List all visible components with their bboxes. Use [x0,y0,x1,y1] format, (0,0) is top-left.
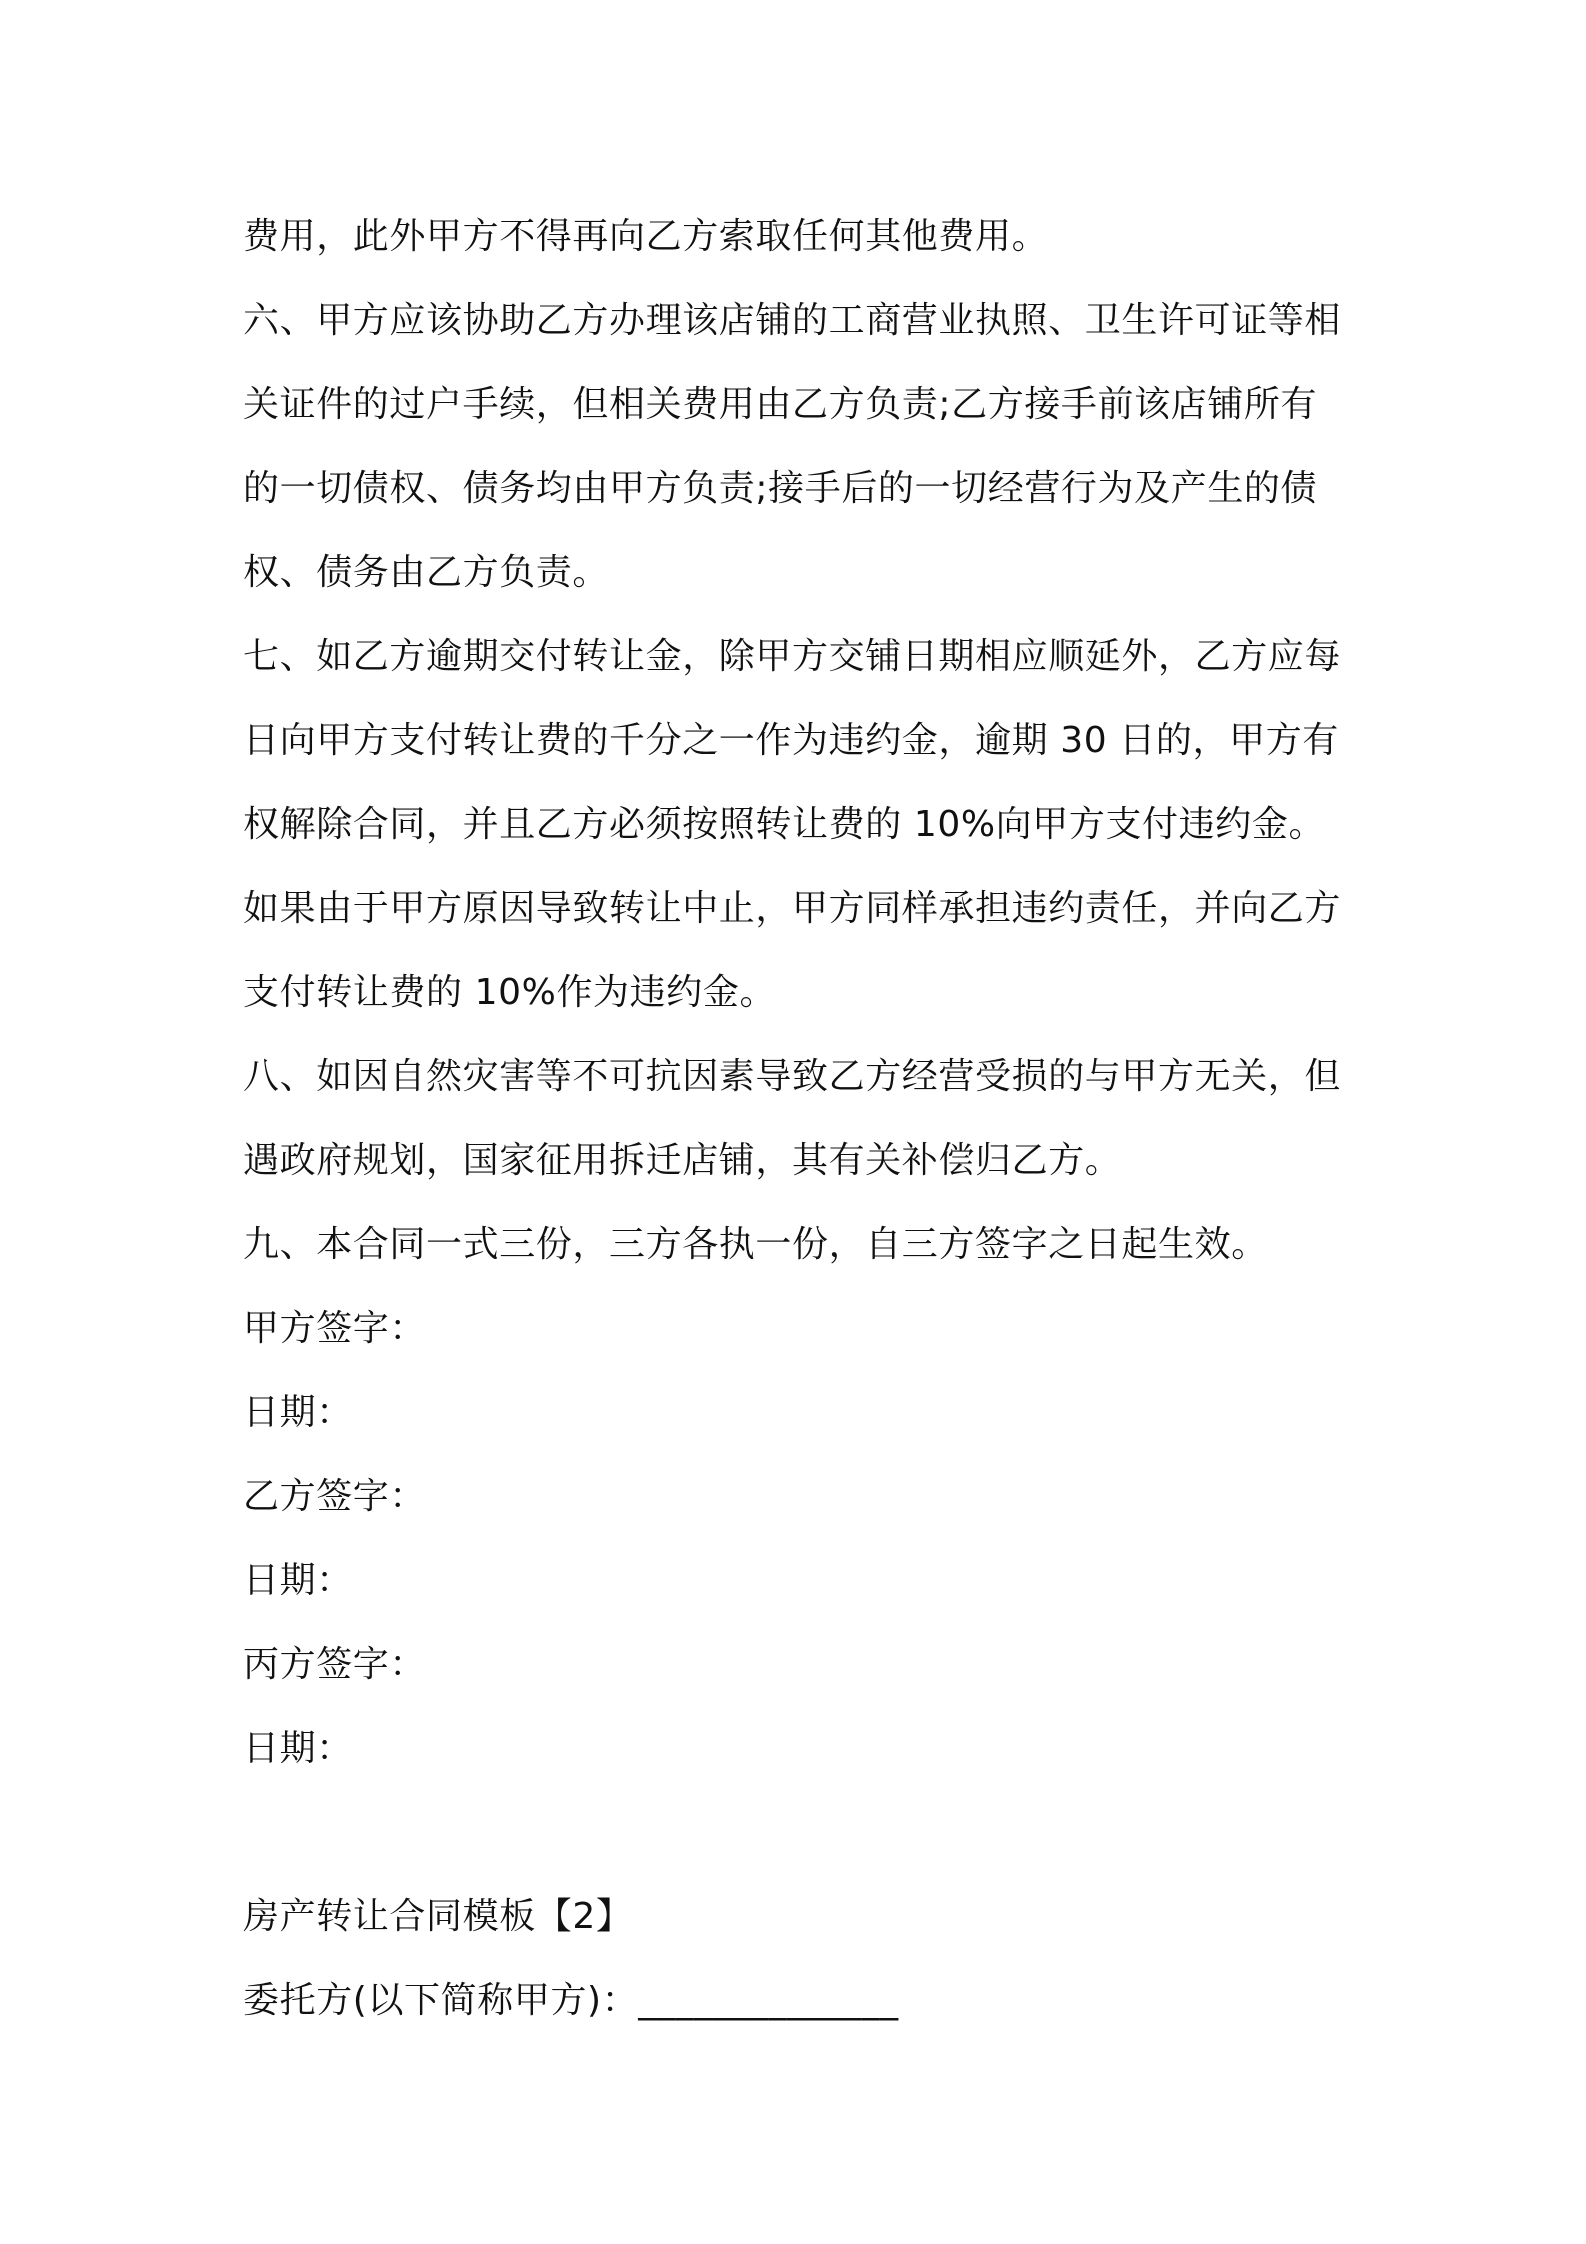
principal-line [243,1959,1363,2043]
principal-blank: ______________ [638,1980,899,2021]
paragraph-line: 的一切债权、债务均由甲方负责;接手后的一切经营行为及产生的债 [243,468,1318,509]
paragraph-line: 六、甲方应该协助乙方办理该店铺的工商营业执照、卫生许可证等相 [243,300,1342,341]
paragraph-line: 遇政府规划，国家征用拆迁店铺，其有关补偿归乙方。 [243,1140,1122,1181]
signature-party-c: 丙方签字： [243,1644,427,1685]
signature-date: 日期： [243,1392,353,1433]
paragraph-line: 支付转让费的 10%作为违约金。 [243,972,777,1013]
document-body [243,195,1363,2043]
spacer [243,1791,1363,1875]
paragraph-line: 关证件的过户手续，但相关费用由乙方负责;乙方接手前该店铺所有 [243,384,1318,425]
principal-label: 委托方(以下简称甲方)： [243,1980,639,2021]
paragraph-line: 八、如因自然灾害等不可抗因素导致乙方经营受损的与甲方无关，但 [243,1056,1342,1097]
paragraph-line: 七、如乙方逾期交付转让金，除甲方交铺日期相应顺延外，乙方应每 [243,636,1342,677]
signature-party-a: 甲方签字： [243,1308,427,1349]
paragraph-line: 权解除合同，并且乙方必须按照转让费的 10%向甲方支付违约金。 [243,804,1326,845]
paragraph-line: 如果由于甲方原因导致转让中止，甲方同样承担违约责任，并向乙方 [243,888,1342,929]
signature-date: 日期： [243,1728,353,1769]
signature-date: 日期： [243,1560,353,1601]
paragraph-line: 九、本合同一式三份，三方各执一份，自三方签字之日起生效。 [243,1224,1268,1265]
paragraph-line: 权、债务由乙方负责。 [243,552,610,593]
signature-party-b: 乙方签字： [243,1476,427,1517]
paragraph-line: 日向甲方支付转让费的千分之一作为违约金，逾期 30 日的，甲方有 [243,720,1339,761]
paragraph-line: 费用，此外甲方不得再向乙方索取任何其他费用。 [243,216,1049,257]
section-title: 房产转让合同模板【2】 [243,1896,633,1937]
